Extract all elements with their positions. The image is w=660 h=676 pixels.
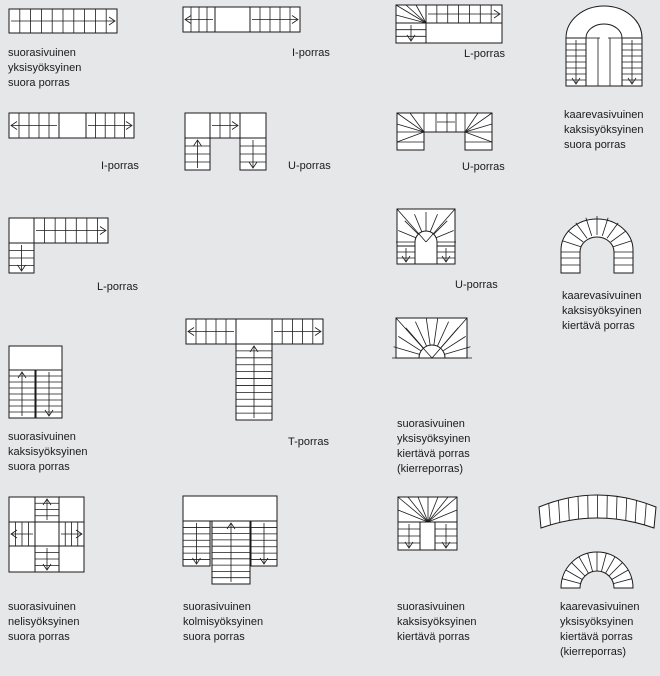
label-line: L-porras [97, 280, 138, 295]
stair-t [186, 319, 323, 420]
stair-l-winding-top [396, 5, 502, 43]
stair-u-straight [185, 113, 266, 170]
label-line: I-porras [292, 46, 330, 61]
label-u-stair-3 [455, 278, 498, 293]
label-line: suora porras [183, 630, 263, 645]
label-straight-two-flight-straight [8, 430, 87, 475]
label-line: yksisyöksyinen [397, 432, 470, 447]
label-line: kiertävä porras [560, 630, 640, 645]
label-line: kaksisyöksyinen [8, 445, 87, 460]
label-u-stair-2 [462, 160, 505, 175]
label-four-flight-straight [8, 600, 80, 645]
label-line: U-porras [455, 278, 498, 293]
stair-l-straight-mid [9, 218, 108, 273]
label-spiral-straight-sided [397, 417, 470, 477]
label-curved-spiral [560, 600, 640, 660]
label-line: kiertävä porras [397, 630, 476, 645]
stair-four-flight-straight [9, 497, 84, 572]
label-u-stair-1 [288, 159, 331, 174]
label-line: L-porras [464, 47, 505, 62]
stair-u-winding [397, 113, 492, 150]
label-three-flight-straight [183, 600, 263, 645]
label-l-stair-2 [97, 280, 138, 295]
label-line: U-porras [288, 159, 331, 174]
label-line: kaksisyöksyinen [397, 615, 476, 630]
stair-curved-two-flight-winding [561, 216, 633, 273]
label-line: suora porras [564, 138, 644, 153]
label-straight-single-flight [8, 46, 81, 91]
label-curved-two-flight-straight [564, 108, 644, 153]
label-l-stair-1 [464, 47, 505, 62]
label-line: T-porras [288, 435, 329, 450]
label-line: I-porras [101, 159, 139, 174]
label-line: kiertävä porras [397, 447, 470, 462]
stair-straight-single-flight [9, 9, 117, 33]
label-line: yksisyöksyinen [560, 615, 640, 630]
stair-two-flight-straight [9, 346, 62, 418]
label-curved-two-flight-winding [562, 289, 642, 334]
label-line: (kierreporras) [397, 462, 470, 477]
stair-i-top [183, 7, 300, 32]
stair-curved-spiral [539, 495, 656, 588]
label-line: kaarevasivuinen [564, 108, 644, 123]
label-line: suorasivuinen [8, 600, 80, 615]
label-line: suorasivuinen [183, 600, 263, 615]
label-line: suorasivuinen [397, 600, 476, 615]
label-line: kiertävä porras [562, 319, 642, 334]
label-line: nelisyöksyinen [8, 615, 80, 630]
label-line: suora porras [8, 630, 80, 645]
label-i-stair-2 [101, 159, 139, 174]
label-t-stair [288, 435, 329, 450]
label-two-flight-winding [397, 600, 476, 645]
label-line: suora porras [8, 76, 81, 91]
label-line: U-porras [462, 160, 505, 175]
label-line: suorasivuinen [8, 46, 81, 61]
label-line: kaksisyöksyinen [564, 123, 644, 138]
stair-three-flight-straight [183, 496, 277, 584]
stair-two-flight-winding [398, 497, 457, 550]
label-line: kolmisyöksyinen [183, 615, 263, 630]
stair-curved-two-flight-straight [566, 6, 642, 86]
stair-spiral-straight-sided [392, 318, 472, 358]
label-line: kaarevasivuinen [560, 600, 640, 615]
label-line: suorasivuinen [397, 417, 470, 432]
label-line: yksisyöksyinen [8, 61, 81, 76]
stair-u-circular [396, 209, 456, 264]
label-i-stair-1 [292, 46, 330, 61]
label-line: suora porras [8, 460, 87, 475]
label-line: suorasivuinen [8, 430, 87, 445]
label-line: kaarevasivuinen [562, 289, 642, 304]
stair-i-mid [9, 113, 134, 138]
label-line: kaksisyöksyinen [562, 304, 642, 319]
label-line: (kierreporras) [560, 645, 640, 660]
